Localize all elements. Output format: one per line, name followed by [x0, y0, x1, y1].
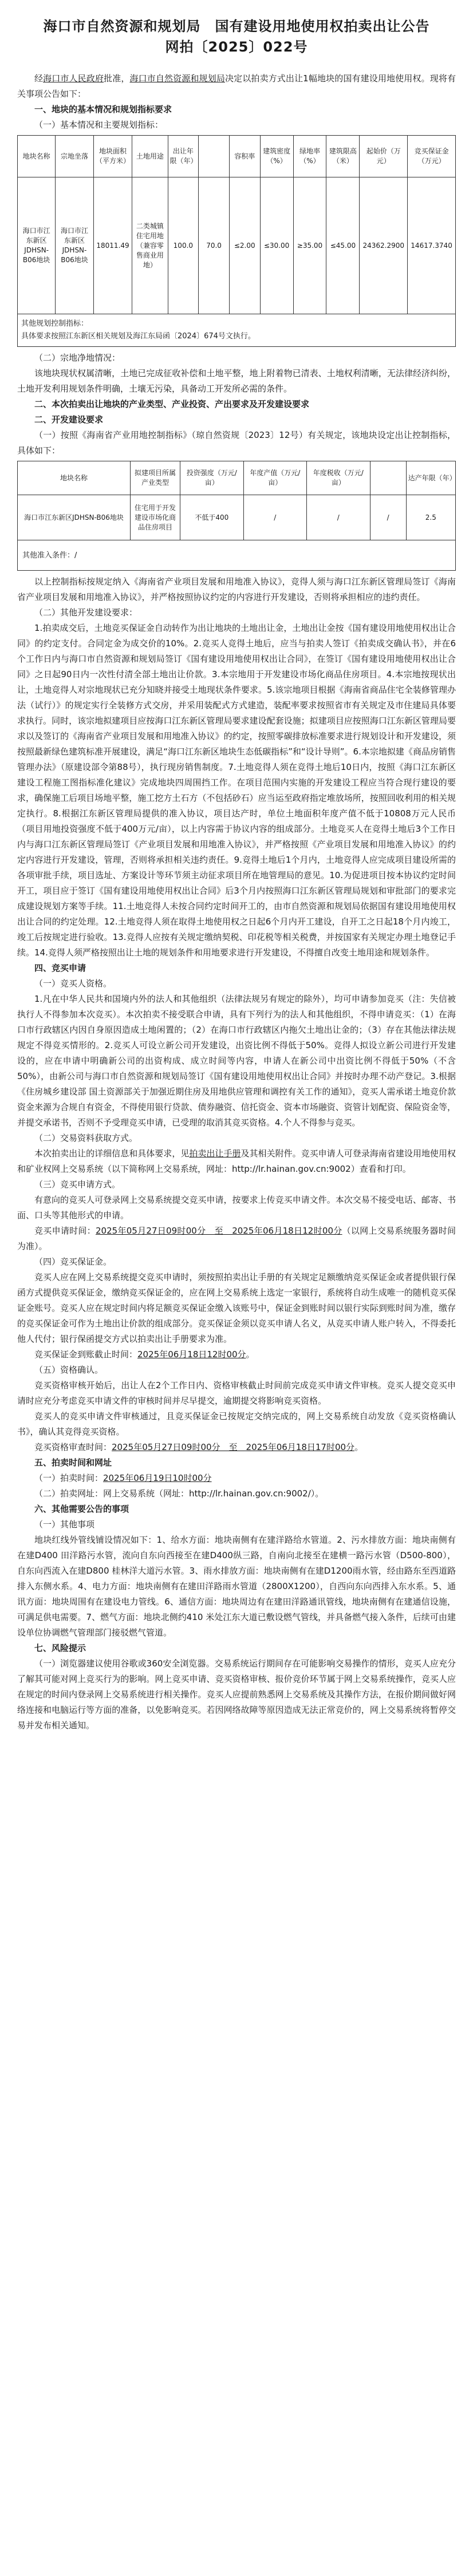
col-parcel-name: 地块名称 [18, 136, 56, 177]
col-land-use: 土地用途 [132, 136, 168, 177]
section-1-sub-2: （二）宗地净地情况： [34, 353, 121, 363]
trading-system-url[interactable]: http://lr.hainan.gov.cn:9002 [232, 1164, 351, 1174]
development-requirements: 1.拍卖成交后，土地竞买保证金自动转作为出让地块的土地出让金，土地出让金按《国有建设用地使用权出让合同》的约定支付。合同定金为成交价的10%。2.竞买人竞得土地后，应当与拍卖人签订《拍卖成交确认书》，并在6个工作日内与海口市自然资源和规划局签订《国有建设用地使用权出让合同》，在签订《国有建设用地使用权出让合同》之日起90日内一次性付清全部土地出让价款。3.本宗地用于开发建设市场化商品住房项目。4.本宗地按现状出让，土地竞得人对宗地现状已充分知晓并接受土地现状条件要求。5.该宗地项目根据《海南省商品住宅全装修管理办法（试行）》的规定实行全装修方式交房，并采用装配式方式建造，装配率要求按照省市有关规定及市住建局具体要求执行。同时，该宗地拟建项目应按海口江东新区管理局要求建设配套设施；拟建项目应按照海口江东新区管理局要求以及签订的《海南省产业项目发展和用地准入协议》的约定，按照零碳排放标准要求进行规划设计和开发建设，须按照最新绿色建筑标准开展建设，满足“海口江东新区地块生态低碳指标”和“设计导则”。6.本宗地拟建《商品房销售管理办法》（原建设部令第88号），执行现房销售制度。7.土地竞得人须在竞得土地后10日内，按照《海口江东新区建设工程施工图指标准化建议》完成地块四周围挡工作。在项目范围内实施的开发建设工程应当符合现行建设的要求，确保施工后项目场地平整，施工挖方土石方（不包括砂石）应当运至政府指定堆放场所，按照回收利用的相关规定执行。8.根据江东新区管理局提供的准入协议，项目达产时，单位土地面积年度产值不低于10808万元人民币（项目用地投资强度不低于400万元/亩），以上内容需于协议内容的组成部分。土地竞买人在竞得土地后3个工作日内与海口江东新区管理局签订《产业项目发展和用地准入协议》，并严格按照《产业项目发展和用地准入协议》的约定内容进行开发建设，管理，否则将承担相关违约责任。9.竞得土地后1个月内，土地竞得人应完成项目建设所需的各项审批手续，项目选址、方案设计等环节须主动征求项目所在地管理局的意见。10.为促进项目按本协议约定时间开工，项目应于签订《国有建设用地使用权出让合同》后3个月内按照海口江东新区管理局规划和审批部门的要求完成建设规划方案等手续。11.土地竞得人未按合同约定时间开工的，由市自然资源和规划局依据国有建设用地使用权出让合同的约定处理。12.土地竞得人须在取得土地使用权之日起6个月内开工建设，自开工之日起18个月内竣工，竣工后按规定进行验收。13.竞得人应按有关规定缴纳契税、印花税等相关税费，并按国家有关规定办理土地登记手续。14.竞得人须严格按照出让土地的规划条件和用地要求进行开发建设，不得擅自改变土地用途和规划条件。 [17, 623, 456, 958]
auction-url [17, 1486, 456, 1502]
intro-text-2: 批准， [104, 73, 130, 84]
qualification-time-end: 。 [354, 1442, 364, 1452]
cell-land-use: 二类城镇住宅用地（兼容零售商业用地） [132, 177, 168, 314]
cell-ind-parcel: 海口市江东新区JDHSN-B06地块 [18, 495, 131, 540]
deposit-paragraph: 竞买人应在网上交易系统提交竞买申请时，须按照拍卖出让手册的有关规定足额缴纳竞买保证金或者提供银行保函方式提供竞买保证金，缴纳竞买保证金的，应在网上交易系统上选定一家银行，系统将自动生成唯一的随机竞买保证金账号。竞买人应在规定时间内将足额竞买保证金缴入该账号中，保证金到账时间以银行实际到账时间为准，缴存的竞买保证金可作为土地出让价款的组成部分。竞买保证金须以竞买申请人名义，从竞买申请人账户转入，不得委托他人代付；银行保函提交方式以拍卖出让手册要求为准。 [17, 1272, 456, 1344]
application-time-value: 2025年05月27日09时00分 至 2025年06月18日12时00分 [96, 1226, 342, 1236]
parcel-table-spec-row [18, 314, 456, 347]
cell-height: ≤45.00 [326, 177, 360, 314]
cell-parcel-name: 海口市江东新区JDHSN-B06地块 [18, 177, 56, 314]
cell-far: ≤2.00 [229, 177, 260, 314]
spec-text: 具体要求按照江东新区相关规划及海江东局函〔2024〕674号文执行。 [21, 332, 255, 341]
industry-table-header [18, 461, 456, 495]
deposit-deadline-value: 2025年06月18日12时00分 [137, 1349, 246, 1360]
application-time [17, 1223, 456, 1254]
industry-table-row [18, 495, 456, 540]
col-ind-type: 拟建项目所属产业类型 [131, 461, 180, 495]
ind-spec-label: 其他准入条件： [22, 551, 75, 560]
qualification-paragraph-1: 竞买资格审核开始后，出让人在2个工作日内、资格审核截止时间前完成竞买申请文件审核。竞买人提交竞买申请时应充分考虑竞买申请文件的审核时间并尽早提交，逾期提交将影响竞买资格。 [17, 1380, 456, 1406]
qualification-time [17, 1440, 456, 1455]
parcel-table-row [18, 177, 456, 314]
section-1-sub-3: 二、本次拍卖出让地块的产业类型、产业投资、产出要求及开发建设要求 [34, 399, 310, 409]
col-green: 绿地率（%） [293, 136, 326, 177]
parcel-table [17, 135, 456, 347]
cell-ind-invest: 不低于400 [180, 495, 244, 540]
cell-ind-type: 住宅用于开发建设市场化商品住房项目 [131, 495, 180, 540]
spec-label: 其他规划控制指标： [21, 319, 89, 328]
materials-paragraph [17, 1146, 456, 1177]
col-term: 出让年限（年） [168, 136, 199, 177]
auction-url-value[interactable]: 网上交易系统（网址：http://lr.hainan.gov.cn:9002/）。 [103, 1488, 324, 1499]
auction-time-label: （一）拍卖时间： [34, 1473, 104, 1483]
cell-ind-spec [18, 540, 456, 571]
cell-ind-far: 2.5 [406, 495, 455, 540]
section-2-title: 二、开发建设要求 [34, 414, 104, 425]
col-ind-output: 年度产值（万元/亩） [243, 461, 307, 495]
auction-time-value: 2025年06月19日10时00分 [103, 1473, 212, 1483]
cell-term: 100.0 [168, 177, 199, 314]
section-6-sub-1: （一）其他事项 [34, 1519, 95, 1530]
application-time-note: （以网上交易系统服务器时间为准）。 [17, 1226, 456, 1251]
col-blank [199, 136, 230, 177]
bidder-qualification: 1.凡在中华人民共和国境内外的法人和其他组织（法律法规另有规定的除外），均可申请参加竞买（注：失信被执行人不得参加本次竞买）。本次拍卖不接受联合申请，具有下列行为的法人和其他组织，不得申请竞买：（1）在海口市行政辖区内因自身原因造成土地闲置的；（2）在海口市行政辖区内拖欠土地出让金的；（3）存在其他法律法规规定不得竞买情形的。2.竞买人可设立新公司开发建设，出资比例不得低于50%。竞得人拟设立新公司进行开发建设的，应在申请中明确新公司的出资构成、成立时间等内容，申请人在新公司中出资比例不得低于50%（不含50%），由新公司与海口市自然资源和规划局签订《国有建设用地使用权出让合同》并按时办理不动产登记。3.根据《住房城乡建设部 国土资源部关于加强近期住房及用地供应管理和调控有关工作的通知》，竞买人需承诺土地竞价款资金来源为合规自有资金，不得使用银行贷款、债券融资、信托资金、资本市场融资、资管计划配资、保险资金等，并提交承诺书，否则不予受理竞买申请，已受理的取消其竞买资格。4.个人不得参与竞买。 [17, 994, 456, 1128]
auction-url-label: （二）拍卖网址： [34, 1488, 104, 1499]
control-indicator-note: 以上控制指标按规定纳入《海南省产业项目发展和用地准入协议》，竞得人须与海口江东新区管理局签订《海南省产业项目发展和用地准入协议》，并严格按照协议约定的内容进行开发建设，否则将承担相应的违约责任。 [17, 576, 456, 602]
cell-green: ≥35.00 [293, 177, 326, 314]
section-4-sub-3: （三）竞买申请方式。 [34, 1179, 121, 1190]
auction-manual-link[interactable]: 拍卖出让手册 [189, 1148, 241, 1159]
cell-area: 18011.49 [93, 177, 132, 314]
section-5-title: 五、拍卖时间和网址 [34, 1457, 112, 1468]
col-start-price: 起始价（万元） [360, 136, 408, 177]
risk-paragraph: （一）浏览器建议使用谷歌或360安全浏览器。交易系统运行期间存在可能影响交易操作的情形，竞买人应充分了解其可能对网上竞买行为的影响。网上竞买申请、竞买资格审核、报价竞价环节属于网上交易系统操作，竞买人应在规定的时间内登录网上交易系统进行相关操作。竞买人应提前熟悉网上交易系统及其操作方法，在报价期间做好网络连接和电脑运行等方面的准备，以免影响竞买。若因网络故障等原因造成无法正常竞价的，网上交易系统将暂停交易并发布相关通知。 [17, 1658, 456, 1730]
cell-density: ≤30.00 [260, 177, 293, 314]
col-deposit: 竞买保证金（万元） [408, 136, 456, 177]
section-4-sub-2: （二）交易资料获取方式。 [34, 1133, 138, 1143]
industry-table-spec-row [18, 540, 456, 571]
parcel-table-header [18, 136, 456, 177]
section-6-title: 六、其他需要公告的事项 [34, 1504, 129, 1514]
ind-spec-value: / [74, 551, 77, 560]
col-ind-tax: 年度税收（万元/亩） [307, 461, 370, 495]
control-indicator-intro: （一）按照《海南省产业用地控制指标》（琼自然资规〔2023〕12号）有关规定，该地块设定出让控制指标，具体如下： [17, 430, 456, 456]
section-4-title: 四、竞买申请 [34, 963, 86, 973]
cell-ind-output: / [243, 495, 307, 540]
issuer-name: 海口市自然资源和规划局 [129, 73, 225, 84]
auction-time [17, 1471, 456, 1486]
cell-location: 海口市江东新区JDHSN-B06地块 [56, 177, 93, 314]
clean-land-paragraph: 该地块现状权属清晰，土地已完成征收补偿和土地平整，地上附着物已清表、土地权利清晰，无法律经济纠纷，土地开发利用规划条件明确，土壤无污染，具备动工开发所必需的条件。 [17, 368, 456, 394]
materials-text-2: 及其相关附件。竞买申请人可登录海南省建设用地使用权和矿业权网上交易系统（以下简称网上交易系统，网址： [17, 1148, 456, 1174]
col-ind-invest: 投资强度（万元/亩） [180, 461, 244, 495]
section-1-sub-1: （一）基本情况和主要规划指标： [34, 120, 164, 130]
announcement-number: 网拍〔2025〕022号 [165, 39, 308, 55]
application-method: 有意向的竞买人可登录网上交易系统提交竞买申请，按要求上传竞买申请文件。本次交易不接受电话、邮寄、书面、口头等其他形式的申请。 [17, 1195, 456, 1220]
deposit-deadline-end: 。 [246, 1349, 255, 1360]
col-density: 建筑密度（%） [260, 136, 293, 177]
section-4-sub-1: （一）竞买人资格。 [34, 978, 112, 989]
col-height: 建筑限高（米） [326, 136, 360, 177]
qualification-time-value: 2025年05月27日09时00分 至 2025年06月18日17时00分 [112, 1442, 355, 1452]
cell-spec [18, 314, 456, 347]
infrastructure-paragraph: 地块红线外管线铺设情况如下：1、给水方面：地块南侧有在建洋路给水管道。2、污水排放方面：地块南侧有在建D400 田洋路污水管，流向自东向西接至在建D400纵三路，自南向北接至在建横一路污水管（D500-800），自东向西流入在建D800 桂林洋大道污水管。3、雨水排放方面：地块南侧有在建D1200雨水管，经由路东至西道路排入东侧水系。4、电力方面：地块南侧有在建田洋路雨水管道（2800X1200），自西向东向西排入东水系。5、通讯方面：地块周围有在建设电力管线。6、通信方面：地块周边有在建田洋路通讯管线，地块南侧有在建通信设施，可满足供电需要。7、燃气方面：地块北侧约410 米处江东大道已敷设燃气管线，并具备燃气接入条件，后续可由建设单位协调燃气管理部门接驳燃气管道。 [17, 1535, 456, 1638]
col-ind-years [370, 461, 406, 495]
section-4-sub-4: （四）竞买保证金。 [34, 1257, 112, 1267]
intro-paragraph [17, 71, 456, 102]
col-far: 容积率 [229, 136, 260, 177]
qualification-paragraph-2: 竞买人的竞买申请文件审核通过，且竞买保证金已按规定交纳完成的，网上交易系统自动发放《竞买资格确认书》，确认其竞得竞买资格。 [17, 1411, 456, 1437]
deposit-deadline-label: 竞买保证金到账截止时间： [34, 1349, 138, 1360]
cell-start-price: 24362.2900 [360, 177, 408, 314]
col-ind-far: 达产年限（年） [406, 461, 455, 495]
cell-term-2: 70.0 [199, 177, 230, 314]
application-time-label: 竞买申请时间： [34, 1226, 96, 1236]
qualification-time-label: 竞买资格审查时间： [34, 1442, 112, 1452]
section-2-sub-2: （二）其他开发建设要求： [34, 607, 138, 618]
cell-ind-tax: / [307, 495, 370, 540]
materials-text-1: 本次拍卖出让的详细信息和具体要求，见 [34, 1148, 190, 1159]
deposit-deadline [17, 1347, 456, 1362]
cell-ind-years: / [370, 495, 406, 540]
cell-deposit: 14617.3740 [408, 177, 456, 314]
industry-table [17, 461, 456, 571]
col-area: 地块面积（平方米） [93, 136, 132, 177]
approver-name: 海口市人民政府 [43, 73, 104, 84]
section-4-sub-5: （五）资格确认。 [34, 1365, 104, 1375]
section-7-title: 七、风险提示 [34, 1643, 86, 1653]
intro-text-3: 决定以拍卖方式出让1幅地块的国有建设用地使用权。现将有关事项公告如下： [17, 73, 456, 99]
announcement-title: 海口市自然资源和规划局 国有建设用地使用权拍卖出让公告 [43, 18, 430, 34]
col-ind-parcel: 地块名称 [18, 461, 131, 495]
col-location: 宗地坐落 [56, 136, 93, 177]
materials-text-3: ）查看和打印。 [350, 1164, 411, 1174]
intro-text-1: 经 [34, 73, 44, 84]
section-1-title: 一、地块的基本情况和规划指标要求 [34, 104, 172, 114]
